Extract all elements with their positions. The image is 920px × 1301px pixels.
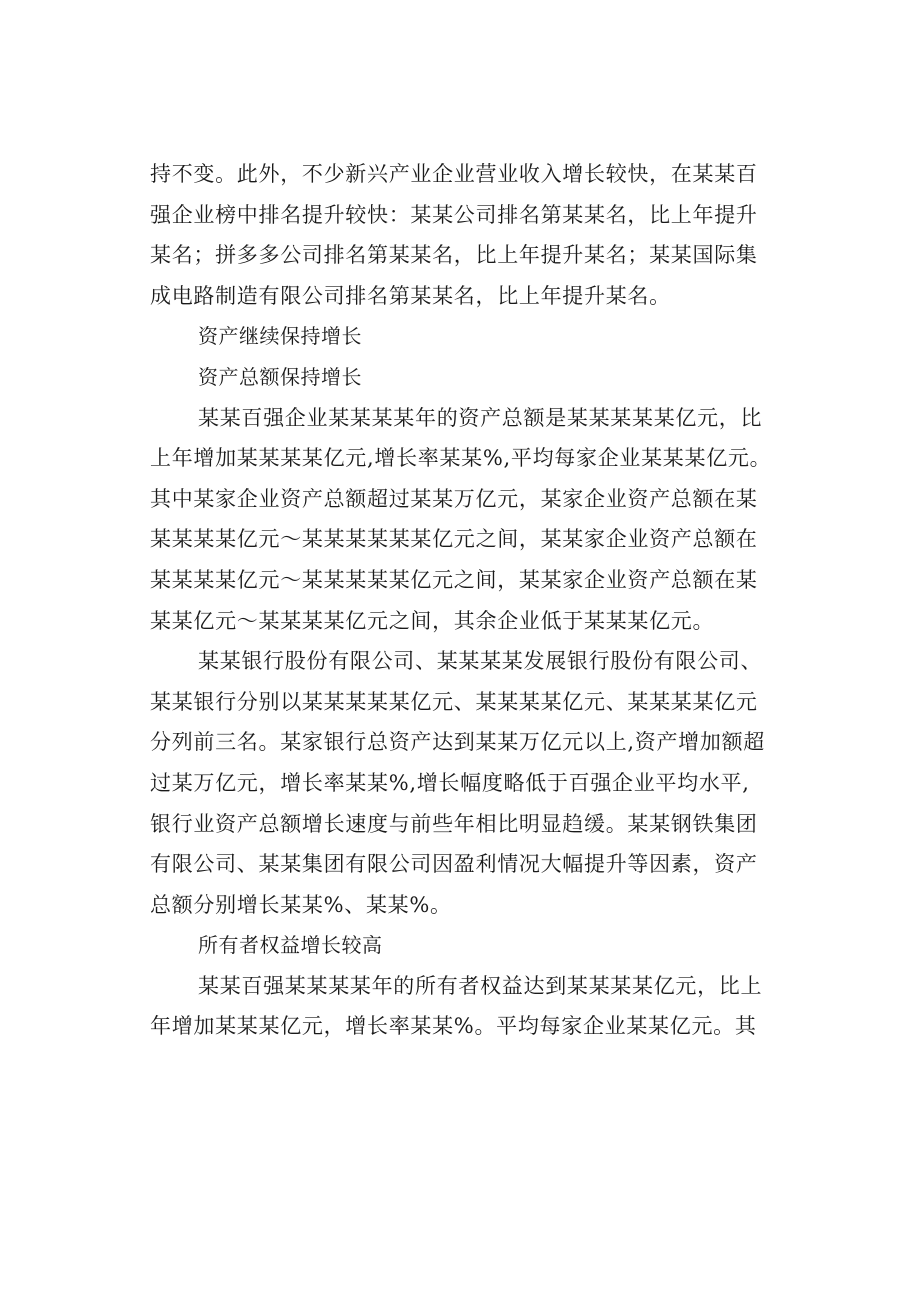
paragraph-first-line: 某某银行股份有限公司、某某某某发展银行股份有限公司、 xyxy=(198,649,763,674)
section-heading: 资产继续保持增长 xyxy=(198,324,362,349)
text-line: 银行业资产总额增长速度与前些年相比明显趋缓。某某钢铁集团 xyxy=(150,811,758,836)
text-line: 持不变。此外，不少新兴产业企业营业收入增长较快，在某某百 xyxy=(150,162,758,186)
text-line: 总额分别增长某某%、某某%。 xyxy=(150,892,452,917)
text-line: 成电路制造有限公司排名第某某名，比上年提升某名。 xyxy=(150,283,671,308)
text-line: 上年增加某某某某亿元,增长率某某%,平均每家企业某某某亿元。 xyxy=(150,446,772,471)
subsection-heading: 所有者权益增长较高 xyxy=(198,933,383,958)
text-line: 某名；拼多多公司排名第某某名，比上年提升某名；某某国际集 xyxy=(150,243,758,268)
text-line: 强企业榜中排名提升较快：某某公司排名第某某名，比上年提升 xyxy=(150,202,758,227)
paragraph-first-line: 某某百强某某某某年的所有者权益达到某某某某亿元，比上 xyxy=(198,973,763,998)
text-line: 某某银行分别以某某某某某亿元、某某某某亿元、某某某某亿元 xyxy=(150,689,758,714)
paragraph-first-line: 某某百强企业某某某某年的资产总额是某某某某某亿元，比 xyxy=(198,405,763,430)
text-line: 某某某某亿元～某某某某某亿元之间，某某家企业资产总额在某 xyxy=(150,567,758,592)
text-line: 年增加某某某亿元，增长率某某%。平均每家企业某某亿元。其 xyxy=(150,1014,757,1039)
document-body xyxy=(150,154,802,1047)
text-line: 分列前三名。某家银行总资产达到某某万亿元以上,资产增加额超 xyxy=(150,730,765,755)
text-line: 有限公司、某某集团有限公司因盈利情况大幅提升等因素，资产 xyxy=(150,852,758,877)
text-line: 某某某某亿元～某某某某某某亿元之间，某某家企业资产总额在 xyxy=(150,527,758,552)
subsection-heading: 资产总额保持增长 xyxy=(198,364,362,389)
text-line: 其中某家企业资产总额超过某某万亿元，某家企业资产总额在某 xyxy=(150,486,758,511)
text-line: 过某万亿元，增长率某某%,增长幅度略低于百强企业平均水平, xyxy=(150,770,750,795)
text-line: 某某亿元～某某某某亿元之间，其余企业低于某某某亿元。 xyxy=(150,608,715,633)
